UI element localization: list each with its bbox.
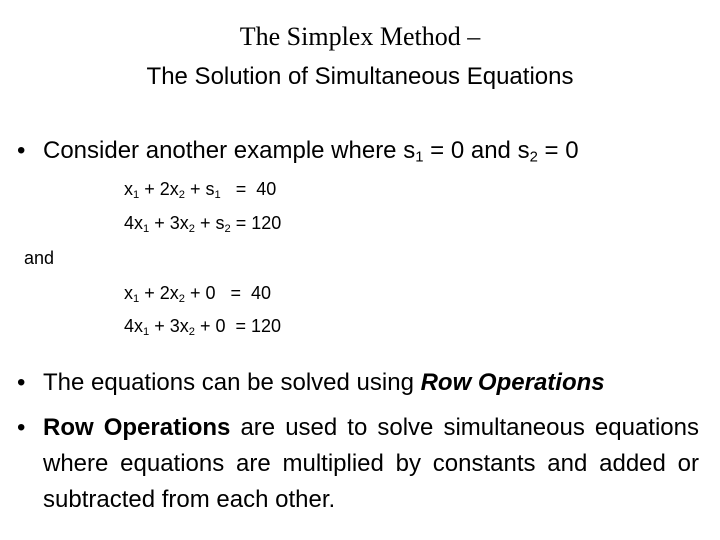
equation-row: $x_1 + 2x_2 + 0 = 40$ [124, 283, 272, 305]
bullet-row-operations-intro [17, 365, 699, 401]
bullet-text: Consider another example where $s_1 = 0$ and $s_2 = 0$ [43, 137, 579, 166]
emphasis-text: Row Operations [43, 414, 231, 441]
equation-row: $4x_1 + 3x_2 + s_2 = 120$ [124, 213, 282, 235]
bullet-dot: • [17, 369, 26, 396]
bullet-dot: • [17, 414, 26, 441]
and-label: and [24, 248, 55, 268]
bullet-text: Row Operations are used to solve simultaneous equations where equations are multiplied by constants and added or subtracted from each other. [43, 414, 699, 513]
bullet-dot: • [17, 137, 26, 164]
emphasis-text: Row Operations [420, 369, 605, 396]
slide-title: The Simplex Method – [239, 22, 481, 51]
bullet-consider-example [17, 133, 699, 169]
bullet-row-operations-definition [17, 410, 699, 518]
bullet-text: The equations can be solved using Row Operations [43, 369, 605, 396]
slide-subtitle: The Solution of Simultaneous Equations [146, 63, 574, 90]
equation-row: $x_1 + 2x_2 + s_1 = 40$ [124, 179, 277, 201]
equation-row: $4x_1 + 3x_2 + 0 = 120$ [124, 316, 282, 338]
